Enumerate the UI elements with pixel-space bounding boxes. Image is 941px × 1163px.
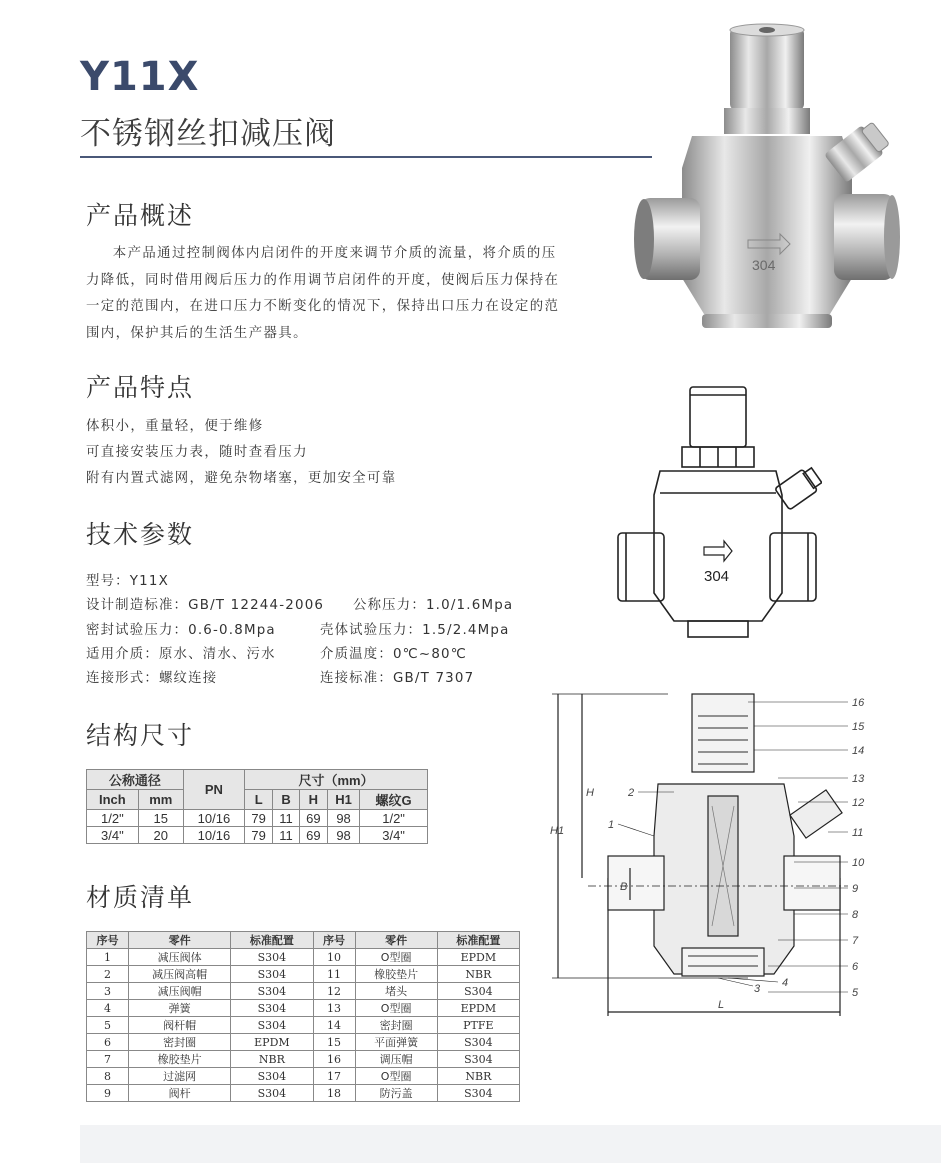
table-row — [87, 1034, 520, 1051]
table-cell: 密封圈 — [355, 1017, 437, 1034]
table-cell: 20 — [138, 827, 183, 844]
table-row — [87, 966, 520, 983]
dimensions-heading: 结构尺寸 — [86, 721, 195, 750]
materials-table — [86, 931, 520, 1102]
table-cell: S304 — [231, 949, 313, 966]
table-cell: 3/4" — [360, 827, 428, 844]
table-cell: 98 — [327, 827, 359, 844]
mat-header: 零件 — [129, 932, 231, 949]
part-label: 13 — [852, 773, 865, 785]
table-cell: 5 — [87, 1017, 129, 1034]
table-cell: S304 — [231, 1068, 313, 1085]
table-cell: 79 — [245, 827, 273, 844]
title-divider — [80, 156, 652, 158]
part-label: 15 — [852, 721, 865, 733]
table-row — [87, 810, 428, 827]
table-cell: 平面弹簧 — [355, 1034, 437, 1051]
mat-header: 标准配置 — [437, 932, 519, 949]
table-row — [87, 983, 520, 1000]
table-cell: 橡胶垫片 — [355, 966, 437, 983]
body-stamp: 304 — [752, 257, 776, 273]
feature-item: 可直接安装压力表，随时查看压力 — [86, 445, 308, 460]
table-row — [87, 1051, 520, 1068]
table-cell: 7 — [87, 1051, 129, 1068]
part-label: 1 — [608, 819, 615, 831]
part-label: 11 — [852, 827, 864, 839]
dim-header-size: 尺寸（mm） — [245, 770, 428, 790]
model-number: Y11X — [80, 54, 200, 100]
table-cell: S304 — [437, 983, 519, 1000]
spec-seal-test: 密封试验压力：0.6-0.8Mpa — [86, 623, 276, 638]
part-label: 3 — [754, 983, 761, 995]
table-cell: 9 — [87, 1085, 129, 1102]
table-cell: PTFE — [437, 1017, 519, 1034]
table-cell: S304 — [231, 983, 313, 1000]
spec-shell-test: 壳体试验压力：1.5/2.4Mpa — [320, 623, 510, 638]
table-cell: 69 — [299, 827, 327, 844]
table-cell: 14 — [313, 1017, 355, 1034]
table-cell: 12 — [313, 983, 355, 1000]
table-row — [87, 1068, 520, 1085]
table-cell: 10/16 — [183, 810, 244, 827]
mat-header: 序号 — [313, 932, 355, 949]
part-label: 14 — [852, 745, 865, 757]
spec-medium: 适用介质：原水、清水、污水 — [86, 647, 276, 662]
table-cell: EPDM — [231, 1034, 313, 1051]
table-cell: 4 — [87, 1000, 129, 1017]
table-cell: 11 — [273, 810, 299, 827]
valve-outline-drawing — [612, 383, 822, 641]
valve-photo — [630, 18, 900, 334]
spec-nominal-pressure: 公称压力：1.0/1.6Mpa — [353, 598, 514, 613]
part-label: 16 — [852, 697, 865, 709]
table-cell: 减压阀帽 — [129, 983, 231, 1000]
table-cell: 69 — [299, 810, 327, 827]
table-cell: S304 — [231, 1085, 313, 1102]
table-cell: 17 — [313, 1068, 355, 1085]
table-cell: 10/16 — [183, 827, 244, 844]
dimensions-table — [86, 769, 428, 844]
table-cell: 3/4" — [87, 827, 139, 844]
table-cell: 弹簧 — [129, 1000, 231, 1017]
spec-temperature: 介质温度：0℃~80℃ — [320, 647, 468, 662]
dim-header-h: H — [299, 790, 327, 810]
feature-item: 体积小，重量轻，便于维修 — [86, 419, 264, 434]
part-label: 6 — [852, 961, 859, 973]
spec-standard: 设计制造标准：GB/T 12244-2006 — [86, 598, 325, 613]
dim-header-pn: PN — [183, 770, 244, 810]
dim-header-nominal: 公称通径 — [87, 770, 184, 790]
table-cell: S304 — [231, 1000, 313, 1017]
table-cell: 过滤网 — [129, 1068, 231, 1085]
table-cell: 98 — [327, 810, 359, 827]
table-row — [87, 1085, 520, 1102]
table-cell: 16 — [313, 1051, 355, 1068]
dim-header-mm: mm — [138, 790, 183, 810]
table-cell: O型圈 — [355, 1068, 437, 1085]
table-cell: S304 — [231, 1017, 313, 1034]
dim-header-l: L — [245, 790, 273, 810]
overview-text: 本产品通过控制阀体内启闭件的开度来调节介质的流量，将介质的压力降低，同时借用阀后压力的作用调节启闭件的开度，使阀后压力保持在一定的范围内，在进口压力不断变化的情况下，保持出口压力在设定的范围内，保护其后的生活生产器具。 — [86, 246, 560, 341]
table-cell: 防污盖 — [355, 1085, 437, 1102]
table-cell: 密封圈 — [129, 1034, 231, 1051]
footer-band — [80, 1125, 941, 1163]
spec-connection-standard: 连接标准：GB/T 7307 — [320, 671, 475, 686]
mat-header: 序号 — [87, 932, 129, 949]
table-cell: O型圈 — [355, 1000, 437, 1017]
table-cell: S304 — [437, 1034, 519, 1051]
dim-header-b: B — [273, 790, 299, 810]
dim-header-h1: H1 — [327, 790, 359, 810]
table-cell: 减压阀体 — [129, 949, 231, 966]
specs-heading: 技术参数 — [86, 520, 195, 549]
table-row — [87, 1017, 520, 1034]
spec-model: 型号：Y11X — [86, 574, 169, 589]
dim-label-h1: H1 — [550, 825, 565, 837]
table-cell: 18 — [313, 1085, 355, 1102]
materials-heading: 材质清单 — [86, 883, 195, 912]
table-row — [87, 949, 520, 966]
table-cell: 8 — [87, 1068, 129, 1085]
table-cell: 15 — [138, 810, 183, 827]
table-cell: NBR — [437, 966, 519, 983]
table-cell: 橡胶垫片 — [129, 1051, 231, 1068]
spec-connection: 连接形式：螺纹连接 — [86, 671, 218, 686]
drawing-stamp: 304 — [704, 568, 730, 585]
table-cell: 阀杆帽 — [129, 1017, 231, 1034]
table-cell: NBR — [437, 1068, 519, 1085]
part-label: 9 — [852, 883, 859, 895]
table-cell: 1 — [87, 949, 129, 966]
table-cell: S304 — [231, 966, 313, 983]
table-cell: EPDM — [437, 949, 519, 966]
features-heading: 产品特点 — [86, 373, 195, 402]
part-label: 5 — [852, 987, 859, 999]
part-label: 12 — [852, 797, 865, 809]
table-cell: S304 — [437, 1085, 519, 1102]
table-cell: 11 — [313, 966, 355, 983]
dim-label-b: B — [620, 881, 628, 893]
dim-label-h: H — [586, 787, 594, 799]
table-cell: 2 — [87, 966, 129, 983]
table-cell: S304 — [437, 1051, 519, 1068]
dim-label-l: L — [718, 999, 725, 1011]
table-row — [87, 1000, 520, 1017]
table-cell: 6 — [87, 1034, 129, 1051]
materials-body — [87, 949, 520, 1102]
table-cell: 减压阀高帽 — [129, 966, 231, 983]
feature-item: 附有内置式滤网，避免杂物堵塞，更加安全可靠 — [86, 471, 397, 486]
table-row — [87, 827, 428, 844]
part-label: 10 — [852, 857, 865, 869]
part-label: 7 — [852, 935, 859, 947]
table-cell: 1/2" — [360, 810, 428, 827]
valve-section-drawing — [548, 686, 878, 1026]
overview-heading: 产品概述 — [86, 201, 195, 230]
table-cell: 阀杆 — [129, 1085, 231, 1102]
table-cell: 10 — [313, 949, 355, 966]
table-cell: O型圈 — [355, 949, 437, 966]
table-cell: 调压帽 — [355, 1051, 437, 1068]
table-cell: NBR — [231, 1051, 313, 1068]
table-cell: 3 — [87, 983, 129, 1000]
dim-header-inch: Inch — [87, 790, 139, 810]
dim-header-thread: 螺纹G — [360, 790, 428, 810]
mat-header: 标准配置 — [231, 932, 313, 949]
table-cell: 15 — [313, 1034, 355, 1051]
table-cell: 1/2" — [87, 810, 139, 827]
table-cell: 79 — [245, 810, 273, 827]
part-label: 8 — [852, 909, 859, 921]
mat-header: 零件 — [355, 932, 437, 949]
table-cell: 13 — [313, 1000, 355, 1017]
product-title: 不锈钢丝扣减压阀 — [80, 116, 336, 152]
table-cell: 11 — [273, 827, 299, 844]
table-cell: EPDM — [437, 1000, 519, 1017]
part-label: 4 — [782, 977, 789, 989]
table-cell: 堵头 — [355, 983, 437, 1000]
part-label: 2 — [628, 787, 635, 799]
